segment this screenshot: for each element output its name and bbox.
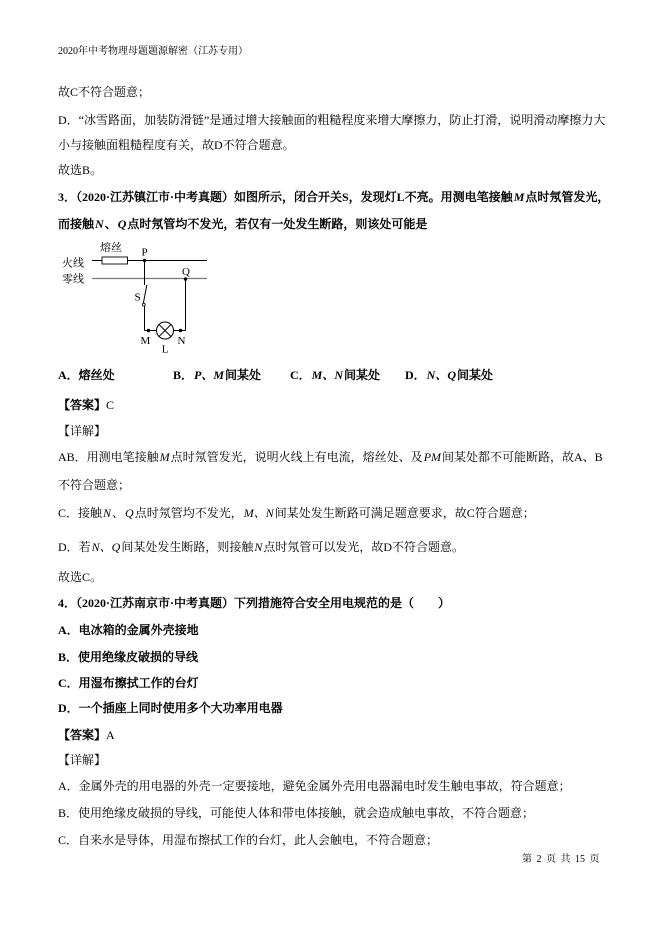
q3-answer: [58, 397, 114, 413]
detail-text: 间某处发生断路可满足题意要求，故C符合题意；: [274, 506, 535, 520]
lamp-label: L: [161, 343, 169, 356]
detail-text: AB．用测电笔接触: [58, 450, 159, 464]
q4-detail-b: B．使用绝缘皮破损的导线，可能使人体和带电体接触，就会造成触电事故，不符合题意；: [58, 806, 535, 820]
prev-explanation-d-line2: 小与接触面粗糙程度有关，故D不符合题意。: [58, 138, 295, 152]
point-n-label: N: [177, 335, 186, 347]
q3-detail-ab-line2: 不符合题意；: [58, 478, 131, 492]
q3-stem-text: 点时氖管均不发光，若仅有一处发生断路，则该处可能是: [127, 217, 428, 231]
q3-option-c: [290, 367, 380, 383]
q3-circuit-diagram: [55, 236, 215, 358]
q4-detail-label: 【详解】: [58, 753, 107, 767]
prev-explanation-c: 故C不符合题意；: [58, 85, 151, 99]
option-letter: A．: [58, 368, 79, 382]
q3-stem-var-m: M: [513, 190, 525, 204]
q4-option-b: B．使用绝缘皮破损的导线: [58, 650, 199, 664]
q3-detail-label: 【详解】: [58, 424, 107, 438]
fuse-label: 熔丝: [100, 242, 122, 254]
junction-dot-m: [147, 329, 150, 332]
answer-value: A: [106, 728, 115, 742]
prev-conclusion: 故选B。: [58, 163, 103, 177]
point-p-label: P: [141, 246, 148, 259]
q3-detail-ab-line1: [58, 449, 603, 465]
q3-detail-c: [58, 505, 535, 521]
detail-sep: 、: [112, 506, 125, 520]
q3-stem-var-n: N: [95, 217, 104, 231]
detail-text: 间某处都不可能断路，故A、B: [442, 450, 603, 464]
switch-pivot: [142, 303, 145, 306]
answer-label: 【答案】: [58, 728, 107, 742]
prev-explanation-d-line1: D．“冰雪路面，加装防滑链”是通过增大接触面的粗糙程度来增大摩擦力，防止打滑，说明滑动摩擦力大: [58, 113, 606, 127]
detail-var: N、Q: [91, 540, 121, 554]
detail-text: 点时氖管可以发光，故D不符合题意。: [263, 540, 465, 554]
q3-stem-text: 而接触: [58, 217, 95, 231]
q3-conclusion: 故选C。: [58, 570, 103, 584]
switch-blade: [143, 285, 146, 303]
q4-option-c: C．用湿布擦拭工作的台灯: [58, 676, 199, 690]
q4-answer: [58, 727, 115, 743]
detail-var: N: [254, 540, 263, 554]
q3-stem-text: 3．（2020·江苏镇江市·中考真题）如图所示，闭合开关S，发现灯L不亮。用测电笔接触: [58, 190, 513, 204]
q3-stem-text: 点时氖管发光，: [525, 190, 610, 204]
neutral-wire-label: 零线: [62, 273, 84, 286]
q3-stem-var-q: Q: [117, 217, 127, 231]
option-var: P、M: [194, 368, 225, 382]
option-var: M、N: [311, 368, 344, 382]
detail-var: Q: [125, 506, 134, 520]
q3-stem-line1: [58, 189, 609, 205]
running-header: 2020年中考物理母题题源解密（江苏专用）: [58, 46, 248, 57]
q3-stem-line2: [58, 216, 427, 232]
q4-stem: 4．（2020·江苏南京市·中考真题）下列措施符合安全用电规范的是（ ）: [58, 596, 451, 610]
q4-detail-a: A．金属外壳的用电器的外壳一定要接地，避免金属外壳用电器漏电时发生触电事故，符合题意；: [58, 779, 571, 793]
q3-option-b: [173, 367, 261, 383]
junction-dot-n: [179, 329, 182, 332]
q3-stem-sep: 、: [104, 217, 117, 231]
option-text: 间某处: [344, 368, 381, 382]
option-text: 熔丝处: [78, 368, 115, 382]
detail-var: PM: [423, 450, 442, 464]
q3-detail-d: [58, 539, 464, 555]
q3-option-d: [405, 367, 493, 383]
q3-option-a: [58, 367, 115, 383]
detail-text: D．若: [58, 540, 91, 554]
option-letter: C．: [290, 368, 311, 382]
option-letter: D．: [405, 368, 426, 382]
detail-var: N: [103, 506, 112, 520]
fuse-symbol: [102, 257, 128, 264]
detail-var: M、N: [243, 506, 274, 520]
option-text: 间某处: [457, 368, 494, 382]
option-var: N、Q: [426, 368, 457, 382]
junction-dot-p: [143, 259, 146, 262]
point-q-label: Q: [182, 266, 190, 278]
detail-text: C．接触: [58, 506, 103, 520]
page-number: 第 2 页 共 15 页: [522, 854, 600, 865]
point-m-label: M: [140, 335, 151, 347]
option-text: 间某处: [225, 368, 262, 382]
detail-text: 点时氖管发光，说明火线上有电流，熔丝处、及: [170, 450, 423, 464]
detail-text: 点时氖管均不发光，: [134, 506, 243, 520]
live-wire-label: 火线: [62, 257, 84, 270]
detail-var: M: [159, 450, 170, 464]
detail-text: 间某处发生断路，则接触: [121, 540, 254, 554]
q4-option-a: A．电冰箱的金属外壳接地: [58, 623, 199, 637]
answer-label: 【答案】: [58, 398, 107, 412]
answer-value: C: [106, 398, 115, 412]
option-letter: B．: [173, 368, 194, 382]
q4-detail-c: C．自来水是导体，用湿布擦拭工作的台灯，此人会触电，不符合题意；: [58, 833, 439, 847]
switch-label: S: [134, 291, 141, 304]
q4-option-d: D．一个插座上同时使用多个大功率用电器: [58, 701, 283, 715]
